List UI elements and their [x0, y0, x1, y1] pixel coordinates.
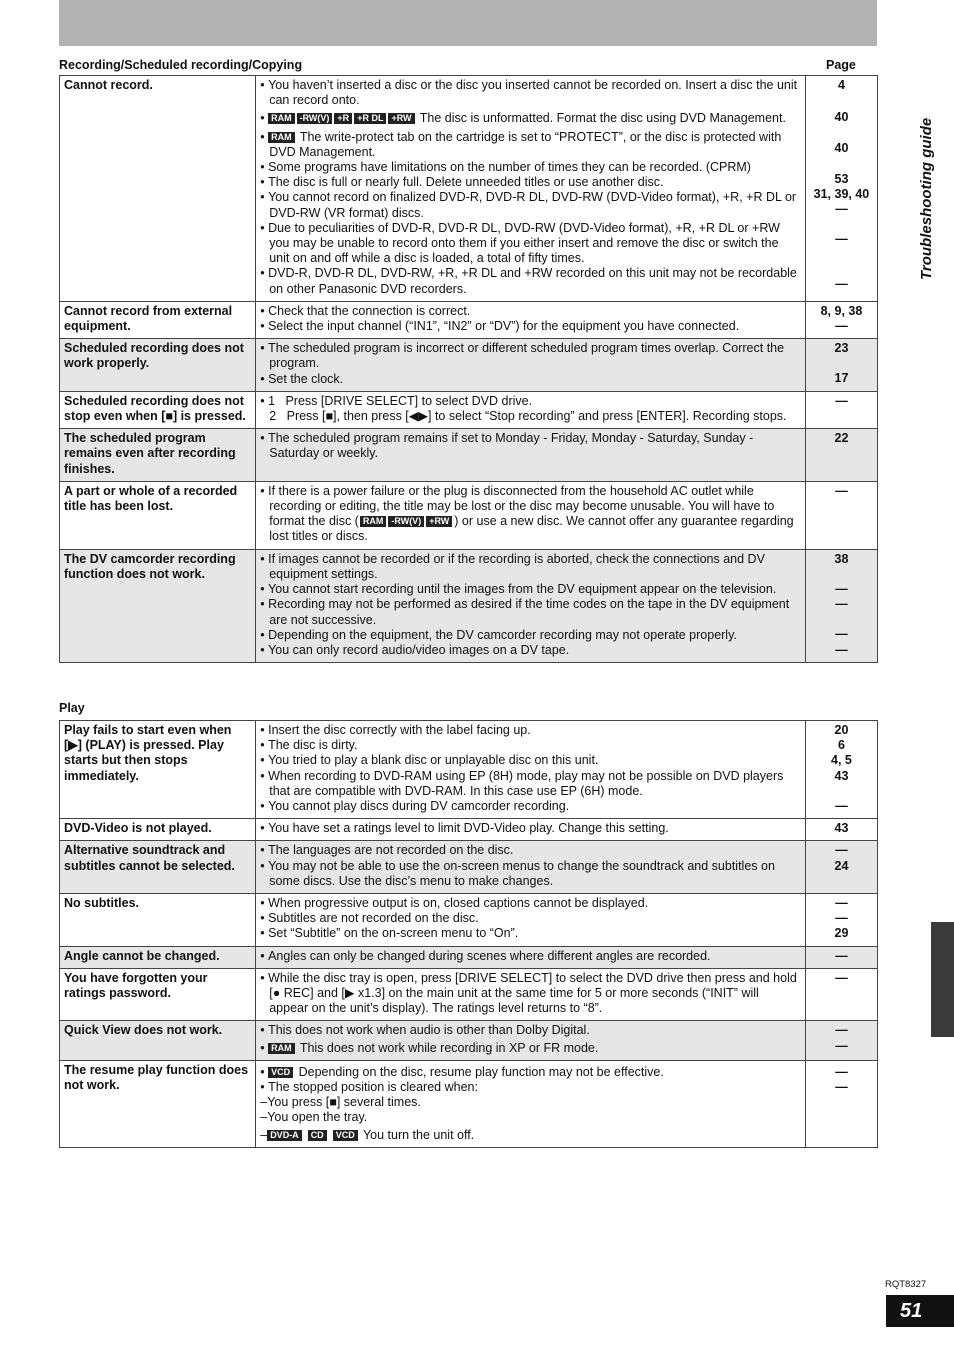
solution-cell [256, 894, 806, 947]
solution-item: • You can only record audio/video images on a DV tape. [260, 643, 801, 658]
table-row [60, 819, 878, 841]
solution-item: • Angles can only be changed during scenes where different angles are recorded. [260, 949, 801, 964]
page-ref: — [835, 798, 848, 813]
page-ref: 17 [834, 371, 849, 386]
page-ref-cell [805, 339, 877, 392]
solution-item: • You tried to play a blank disc or unplayable disc on this unit. [260, 753, 801, 768]
recording-troubleshooting-table [59, 75, 878, 663]
side-section-label: Troubleshooting guide [918, 117, 935, 280]
page-ref: 4 [837, 78, 845, 92]
disc-tag-vcd: VCD [333, 1130, 358, 1141]
solution-item: • You haven’t inserted a disc or the disc you inserted cannot be recorded on. Insert a disc the unit can record onto. [260, 78, 801, 108]
solution-cell [256, 721, 806, 819]
page-ref: — [835, 948, 848, 963]
solution-cell [256, 76, 806, 302]
disc-tag-plus-rw: +RW [388, 113, 414, 124]
solution-item: • Set “Subtitle” on the on-screen menu to “On”. [260, 926, 801, 941]
solution-cell [256, 481, 806, 549]
page-ref: — [835, 970, 848, 985]
table-row [60, 721, 878, 819]
disc-tag-dvda: DVD-A [267, 1130, 302, 1141]
problem-cell: Play fails to start even when [▶] (PLAY) is pressed. Play starts but then stops immediately. [60, 721, 256, 819]
page-ref: 40 [834, 110, 849, 125]
page-ref: 29 [834, 926, 849, 941]
solution-cell [256, 549, 806, 662]
page-ref: 6 [837, 738, 845, 753]
page-ref-cell [805, 429, 877, 482]
page-ref: — [835, 483, 848, 498]
problem-cell: Cannot record. [60, 76, 256, 302]
solution-item: • The disc is full or nearly full. Delete unneeded titles or use another disc. [260, 175, 801, 190]
problem-cell: Alternative soundtrack and subtitles cannot be selected. [60, 841, 256, 894]
solution-item: • The scheduled program remains if set to Monday - Friday, Monday - Saturday, Sunday - Saturday or weekly. [260, 431, 801, 461]
solution-item: • Recording may not be performed as desired if the time codes on the tape in the DV equipment are not successive. [260, 597, 801, 627]
solution-item: • You cannot record on finalized DVD-R, DVD-R DL, DVD-RW (DVD-Video format), +R, +R DL or DVD-RW (VR format) discs. [260, 190, 801, 220]
page-ref: — [835, 1064, 848, 1079]
section-title-play: Play [59, 701, 85, 715]
page-ref-cell [805, 391, 877, 428]
page-ref-cell [805, 549, 877, 662]
disc-tag-ram: RAM [268, 1043, 295, 1054]
table-row [60, 339, 878, 392]
page-ref-cell [805, 841, 877, 894]
table-row [60, 894, 878, 947]
solution-subitem: – DVD-A CD VCD You turn the unit off. [260, 1128, 801, 1143]
solution-item: • You have set a ratings level to limit DVD-Video play. Change this setting. [260, 821, 801, 836]
problem-cell: The scheduled program remains even after recording finishes. [60, 429, 256, 482]
page-ref-cell [805, 894, 877, 947]
page-ref: — [835, 597, 848, 612]
page-ref: 40 [834, 141, 849, 156]
solution-item: • RAM This does not work while recording in XP or FR mode. [260, 1041, 801, 1056]
solution-item: • Set the clock. [260, 372, 801, 387]
solution-item: • Depending on the equipment, the DV camcorder recording may not operate properly. [260, 628, 801, 643]
problem-cell: A part or whole of a recorded title has been lost. [60, 481, 256, 549]
solution-item: • You may not be able to use the on-screen menus to change the soundtrack and subtitles on some discs. Use the disc’s menu to make changes. [260, 859, 801, 889]
solution-item: • The languages are not recorded on the disc. [260, 843, 801, 858]
page-ref: 43 [834, 768, 849, 783]
page-ref: — [835, 393, 848, 408]
solution-item: • You cannot play discs during DV camcorder recording. [260, 799, 801, 814]
solution-subitem: – You press [■] several times. [260, 1095, 801, 1110]
solution-item: • This does not work when audio is other than Dolby Digital. [260, 1023, 801, 1038]
table-row [60, 391, 878, 428]
solution-cell [256, 301, 806, 338]
page-number: 51 [886, 1295, 954, 1327]
solution-cell [256, 1060, 806, 1147]
table-row [60, 301, 878, 338]
page-ref: 23 [834, 341, 849, 356]
page-ref: — [835, 1023, 848, 1038]
page-ref: 4, 5 [831, 753, 852, 768]
page-column-header: Page [826, 58, 856, 72]
section-title-recording: Recording/Scheduled recording/Copying [59, 58, 303, 72]
page-ref: — [835, 232, 848, 247]
page-ref: — [835, 896, 848, 911]
page-ref: 38 [834, 551, 849, 566]
solution-item: • If images cannot be recorded or if the recording is aborted, check the connections and DV equipment settings. [260, 552, 801, 582]
page-ref-cell [805, 301, 877, 338]
page-ref: — [835, 277, 848, 292]
play-troubleshooting-table [59, 720, 878, 1148]
disc-tag-ram: RAM [360, 516, 387, 527]
problem-cell: No subtitles. [60, 894, 256, 947]
solution-step: 2 Press [■], then press [◀▶] to select “Stop recording” and press [ENTER]. Recording stops. [269, 409, 787, 424]
disc-tag-ram: RAM [268, 132, 295, 143]
solution-cell [256, 391, 806, 428]
problem-cell: Angle cannot be changed. [60, 946, 256, 968]
page-ref: 31, 39, 40 [813, 186, 870, 201]
solution-cell [256, 819, 806, 841]
problem-cell: The DV camcorder recording function does not work. [60, 549, 256, 662]
problem-cell: DVD-Video is not played. [60, 819, 256, 841]
table-row [60, 946, 878, 968]
disc-tag-plus-rdl: +R DL [354, 113, 386, 124]
disc-tag-cd: CD [308, 1130, 327, 1141]
page-ref: — [835, 627, 848, 642]
problem-cell: Scheduled recording does not work properly. [60, 339, 256, 392]
page-ref-cell [805, 721, 877, 819]
disc-tag-plus-r: +R [334, 113, 352, 124]
page-ref: — [835, 1080, 848, 1095]
disc-tag-rwv: -RW(V) [388, 516, 424, 527]
solution-subitem: – You open the tray. [260, 1110, 801, 1125]
page-ref-cell [805, 968, 877, 1021]
disc-tag-vcd: VCD [268, 1067, 293, 1078]
solution-item: • The disc is dirty. [260, 738, 801, 753]
table-row [60, 549, 878, 662]
page-ref-cell [805, 76, 877, 302]
solution-item: • Check that the connection is correct. [260, 304, 801, 319]
page-ref-cell [805, 481, 877, 549]
solution-item: • DVD-R, DVD-R DL, DVD-RW, +R, +R DL and +RW recorded on this unit may not be recordable on other Panasonic DVD recorders. [260, 266, 801, 296]
problem-cell: The resume play function does not work. [60, 1060, 256, 1147]
page-ref: 53 [834, 171, 849, 186]
disc-tag-rwv: -RW(V) [297, 113, 333, 124]
solution-cell [256, 339, 806, 392]
page-ref: — [835, 911, 848, 926]
table-row [60, 429, 878, 482]
problem-cell: Scheduled recording does not stop even when [■] is pressed. [60, 391, 256, 428]
solution-item: • RAM -RW(V) +R +R DL +RW The disc is unformatted. Format the disc using DVD Management. [260, 111, 801, 126]
page-ref: — [835, 581, 848, 596]
page-ref-cell [805, 819, 877, 841]
page-ref: 20 [834, 723, 849, 737]
page-ref: — [835, 1038, 848, 1053]
solution-item: • You cannot start recording until the images from the DV equipment appear on the television. [260, 582, 801, 597]
solution-item: • The scheduled program is incorrect or different scheduled program times overlap. Correct the program. [260, 341, 801, 371]
page-ref: 43 [834, 821, 849, 836]
table-row [60, 968, 878, 1021]
page-ref: — [835, 319, 848, 334]
page-ref: — [835, 642, 848, 657]
page-ref: — [835, 202, 848, 217]
table-row [60, 841, 878, 894]
page-ref: 24 [834, 858, 849, 873]
page-ref-cell [805, 946, 877, 968]
problem-cell: You have forgotten your ratings password. [60, 968, 256, 1021]
page-ref: 8, 9, 38 [820, 303, 863, 318]
solution-item: • The stopped position is cleared when: [260, 1080, 801, 1095]
solution-item: • If there is a power failure or the plug is disconnected from the household AC outlet while recording or editing, the title may be lost or the disc may become unusable. You will have to format the disc ( RAM -RW(V) +RW ) or use a new disc. We cannot offer any guarantee regarding lost titles or discs. [260, 484, 801, 545]
page-ref-cell [805, 1060, 877, 1147]
disc-tag-ram: RAM [268, 113, 295, 124]
solution-step: • 1 Press [DRIVE SELECT] to select DVD drive. [260, 394, 801, 409]
solution-item: • Select the input channel (“IN1”, “IN2” or “DV”) for the equipment you have connected. [260, 319, 801, 334]
table-row [60, 1060, 878, 1147]
solution-item: • RAM The write-protect tab on the cartridge is set to “PROTECT”, or the disc is protected with DVD Management. [260, 130, 801, 160]
solution-item: • Due to peculiarities of DVD-R, DVD-R DL, DVD-RW (DVD-Video format), +R, +R DL or +RW you may be unable to record onto them if you either insert and remove the disc or switch the unit on and off while a disc is loaded, a total of fifty times. [260, 221, 801, 267]
solution-cell [256, 841, 806, 894]
table-row [60, 481, 878, 549]
document-code: RQT8327 [885, 1279, 927, 1290]
problem-cell: Quick View does not work. [60, 1021, 256, 1060]
solution-cell [256, 946, 806, 968]
page-ref-cell [805, 1021, 877, 1060]
problem-cell: Cannot record from external equipment. [60, 301, 256, 338]
solution-item: • VCD Depending on the disc, resume play function may not be effective. [260, 1065, 801, 1080]
table-row [60, 1021, 878, 1060]
page-ref: 22 [834, 431, 849, 446]
solution-item: • When recording to DVD-RAM using EP (8H) mode, play may not be possible on DVD players that are compatible with DVD-RAM. In this case use EP (6H) mode. [260, 769, 801, 799]
solution-cell [256, 1021, 806, 1060]
solution-item: • Some programs have limitations on the number of times they can be recorded. (CPRM) [260, 160, 801, 175]
solution-item: • Insert the disc correctly with the label facing up. [260, 723, 801, 738]
page-ref: — [835, 843, 848, 858]
solution-item: • When progressive output is on, closed captions cannot be displayed. [260, 896, 801, 911]
solution-cell [256, 429, 806, 482]
header-bar [59, 0, 877, 46]
solution-item: • Subtitles are not recorded on the disc. [260, 911, 801, 926]
solution-item: • While the disc tray is open, press [DRIVE SELECT] to select the DVD drive then press and hold [● REC] and [▶ x1.3] on the main unit at the same time for 5 or more seconds (“INIT” will appear on the unit’s display). The ratings level returns to “8”. [260, 971, 801, 1017]
table-row [60, 76, 878, 302]
side-thumb-tab [931, 922, 954, 1037]
solution-cell [256, 968, 806, 1021]
disc-tag-plus-rw: +RW [426, 516, 452, 527]
